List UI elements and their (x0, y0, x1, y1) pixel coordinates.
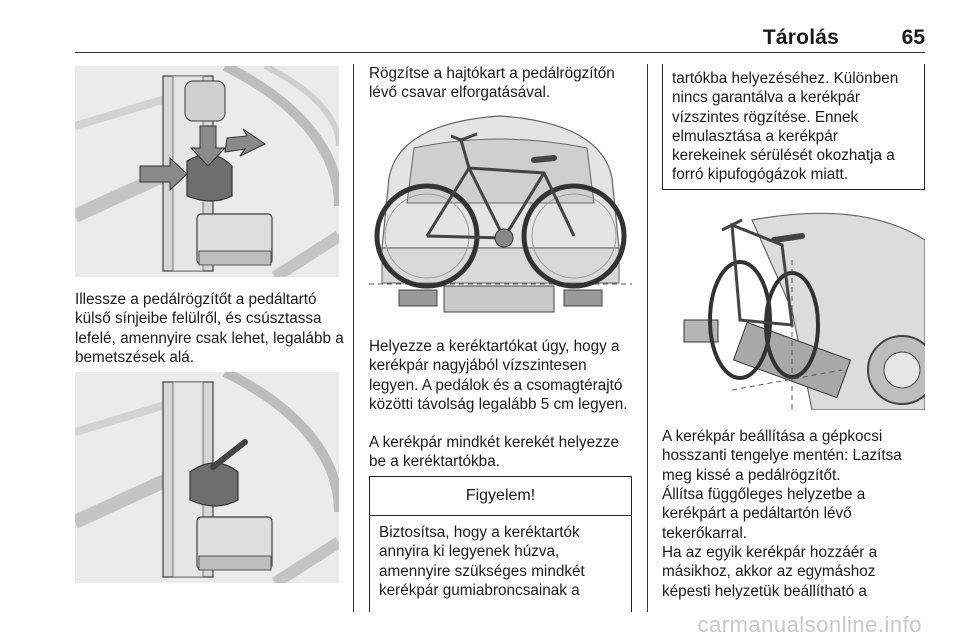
column-divider-1 (353, 64, 354, 612)
paragraph-vertical-position: Állítsa függőleges helyzetbe a kerékpárt a pedáltartón lévő tekerőkarral. (662, 486, 866, 542)
warning-box-continued (662, 64, 925, 190)
figure-bike-on-carrier-rear (369, 108, 632, 318)
paragraph-insert-wheels: A kerékpár mindkét kerekét helyezze be a keréktartókba. (369, 434, 619, 471)
paragraph-position-holders: Helyezze a keréktartókat úgy, hogy a kerékpár nagyjából vízszintesen legyen. A pedálok és a csomagtérajtó közötti távolság legalább 5 cm legyen. (369, 338, 628, 413)
paragraph-adjust-relative: Ha az egyik kerékpár hozzáér a másikhoz, akkor az egymáshoz képesti helyzetük beállítható a (662, 544, 878, 600)
paragraph-fix-crank: Rögzítse a hajtókart a pedálrögzítőn lévő csavar elforgatásával. (369, 65, 615, 102)
page-number: 65 (901, 26, 925, 49)
paragraph-adjust-longitudinal: A kerékpár beállítása a gépkocsi hosszanti tengelye mentén: Lazítsa meg kissé a pedálrögzítőt. (662, 428, 902, 484)
figure-pedal-holder-fixed (75, 372, 339, 583)
watermark: carmanualsonline.info (697, 612, 922, 637)
paragraph-insert-pedal: Illessze a pedálrögzítőt a pedáltartó külső sínjeibe felülről, és csúsztassa lefelé, amennyire csak lehet, legalább a bemetszések alá. (75, 291, 344, 366)
warning-title: Figyelem! (370, 477, 631, 516)
warning-text: Biztosítsa, hogy a keréktartók annyira ki legyenek húzva, amennyire szükséges mindkét kerékpár gumiabroncsainak a (379, 524, 585, 599)
warning-box (369, 476, 632, 612)
column-divider-2 (647, 64, 648, 612)
section-title: Tárolás (762, 26, 839, 49)
figure-bike-on-carrier-side (662, 200, 925, 410)
warning-text-continued: tartókba helyezéséhez. Különben nincs garantálva a kerékpár vízszintes rögzítése. Ennek elmulasztása a kerékpár kerekeinek sérülését okozhatja a forró kipufogógázok miatt. (672, 70, 899, 184)
figure-pedal-holder-insert (75, 66, 339, 277)
page-header (75, 26, 925, 52)
header-rule (75, 52, 925, 53)
